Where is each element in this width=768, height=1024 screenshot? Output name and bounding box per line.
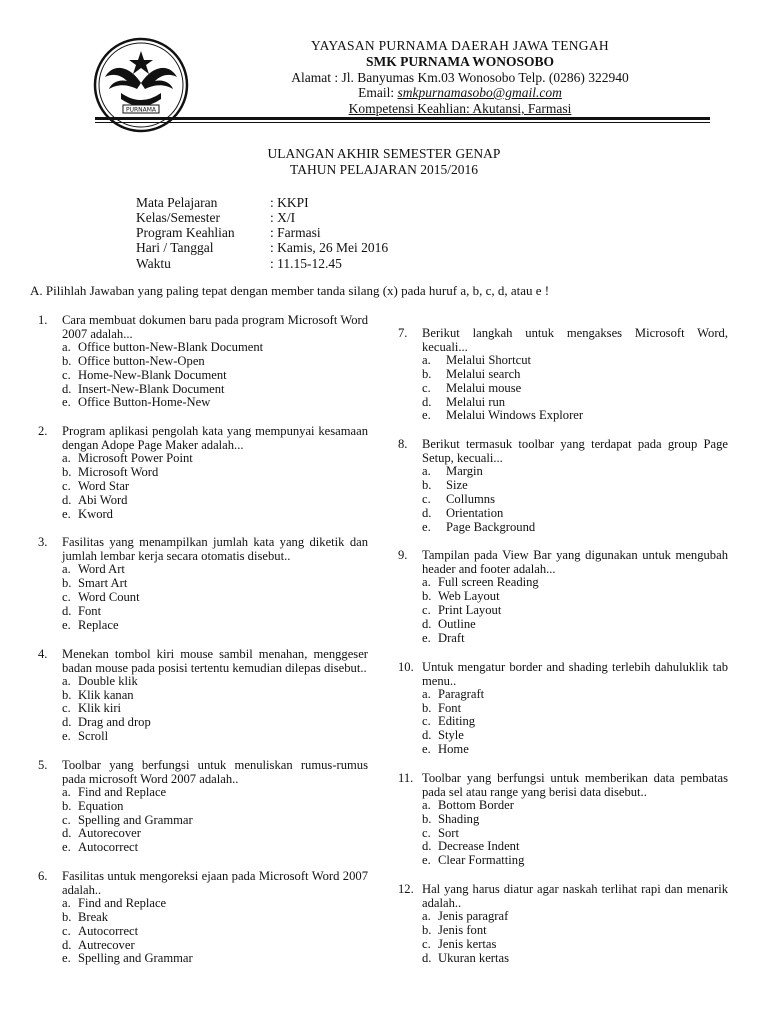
question-number: 5. — [38, 757, 48, 772]
info-label: Program Keahlian — [136, 225, 235, 240]
option-text: Jenis font — [438, 922, 487, 937]
question-number: 6. — [38, 869, 48, 884]
answer-option[interactable] — [422, 604, 728, 618]
option-text: Jenis paragraf — [438, 909, 509, 924]
answer-option[interactable] — [62, 383, 368, 397]
option-letter: b. — [422, 922, 432, 937]
option-letter: b. — [62, 576, 72, 591]
option-text: Decrease Indent — [438, 839, 520, 854]
option-letter: e. — [62, 617, 71, 632]
option-text: Editing — [438, 714, 476, 729]
option-letter: c. — [422, 714, 431, 729]
info-label: Mata Pelajaran — [136, 195, 218, 210]
answer-options — [38, 675, 368, 744]
option-letter: c. — [422, 936, 431, 951]
logo-text: PURNAMA — [125, 106, 157, 114]
question-number: 2. — [38, 424, 48, 439]
option-text: Outline — [438, 616, 476, 631]
option-letter: c. — [62, 478, 71, 493]
question-text: Cara membuat dokumen baru pada program Microsoft Word 2007 adalah... — [62, 313, 368, 341]
option-letter: a. — [422, 464, 431, 479]
answer-option[interactable] — [422, 618, 728, 632]
answer-option[interactable] — [422, 715, 728, 729]
option-text: Microsoft Power Point — [78, 451, 193, 466]
info-value: : 11.15-12.45 — [270, 256, 342, 271]
option-text: Style — [438, 728, 464, 743]
answer-option[interactable] — [62, 508, 368, 522]
option-letter: a. — [422, 686, 431, 701]
option-text: Kword — [78, 506, 113, 521]
option-letter: c. — [422, 380, 431, 395]
answer-option[interactable] — [62, 452, 368, 466]
answer-option[interactable] — [422, 924, 728, 938]
answer-option[interactable] — [62, 716, 368, 730]
info-value: : Farmasi — [270, 225, 321, 240]
answer-option[interactable] — [62, 619, 368, 633]
answer-option[interactable] — [422, 479, 728, 493]
option-text: Abi Word — [78, 492, 128, 507]
answer-option[interactable] — [422, 952, 728, 966]
answer-option[interactable] — [422, 813, 728, 827]
option-text: Orientation — [446, 505, 504, 520]
questions-right-column — [398, 326, 728, 979]
option-text: Smart Art — [78, 576, 128, 591]
option-letter: a. — [422, 575, 431, 590]
question-text: Tampilan pada View Bar yang digunakan untuk mengubah header and footer adalah... — [422, 548, 728, 577]
answer-option[interactable] — [62, 369, 368, 383]
option-letter: c. — [422, 603, 431, 618]
option-letter: a. — [422, 353, 431, 367]
option-letter: c. — [62, 923, 71, 938]
option-text: Office Button-Home-New — [78, 395, 211, 410]
answer-option[interactable] — [422, 840, 728, 854]
option-text: Melalui Windows Explorer — [446, 408, 584, 423]
question-number: 4. — [38, 646, 48, 661]
option-text: Klik kiri — [78, 701, 122, 716]
option-text: Equation — [78, 798, 124, 813]
option-text: Paragraft — [438, 686, 485, 701]
email-label: Email: — [358, 85, 398, 100]
answer-option[interactable] — [422, 827, 728, 841]
option-letter: d. — [422, 728, 432, 743]
option-letter: d. — [422, 505, 432, 520]
answer-option[interactable] — [62, 786, 368, 800]
option-letter: c. — [62, 367, 71, 382]
question-item — [38, 424, 368, 521]
answer-options — [398, 910, 728, 965]
option-letter: d. — [62, 603, 72, 618]
answer-option[interactable] — [62, 355, 368, 369]
option-letter: b. — [62, 687, 72, 702]
answer-option[interactable] — [422, 590, 728, 604]
answer-option[interactable] — [422, 799, 728, 813]
option-text: Home-New-Blank Document — [78, 367, 227, 382]
answer-option[interactable] — [422, 743, 728, 757]
answer-option[interactable] — [62, 911, 368, 925]
option-text: Word Star — [78, 478, 130, 493]
answer-option[interactable] — [62, 466, 368, 480]
option-text: Full screen Reading — [438, 575, 539, 590]
option-text: Klik kanan — [78, 687, 134, 702]
question-number: 9. — [398, 548, 408, 563]
option-letter: d. — [422, 839, 432, 854]
question-text: Program aplikasi pengolah kata yang mempunyai kesamaan dengan Adope Page Maker adalah... — [62, 424, 368, 453]
question-item — [398, 660, 728, 757]
school-name: SMK PURNAMA WONOSOBO — [365, 54, 554, 69]
option-letter: e. — [62, 506, 71, 521]
option-text: Clear Formatting — [438, 853, 525, 868]
option-text: Find and Replace — [78, 896, 167, 911]
question-item — [398, 771, 728, 868]
answer-option[interactable] — [62, 591, 368, 605]
option-letter: b. — [62, 909, 72, 924]
competency: Kompetensi Keahlian: Akutansi, Farmasi — [348, 101, 572, 116]
option-text: Jenis kertas — [438, 936, 497, 951]
option-letter: a. — [62, 896, 71, 911]
info-value: : KKPI — [270, 195, 309, 210]
option-letter: b. — [62, 353, 72, 368]
option-text: Office button-New-Open — [78, 353, 205, 368]
instruction: A. Pilihlah Jawaban yang paling tepat dengan member tanda silang (x) pada huruf a, b, c, d, atau e ! — [30, 283, 550, 298]
questions-left-column — [38, 313, 368, 980]
option-letter: a. — [422, 909, 431, 924]
option-text: Office button-New-Blank Document — [78, 340, 264, 354]
question-number: 3. — [38, 535, 48, 550]
option-letter: e. — [422, 853, 431, 868]
option-letter: b. — [422, 366, 432, 381]
option-text: Draft — [438, 630, 465, 645]
question-number: 10. — [398, 659, 414, 674]
question-item — [398, 326, 728, 423]
exam-year: TAHUN PELAJARAN 2015/2016 — [290, 162, 478, 177]
option-text: Margin — [446, 464, 483, 479]
option-letter: a. — [62, 340, 71, 354]
answer-option[interactable] — [62, 730, 368, 744]
answer-option[interactable] — [62, 841, 368, 855]
option-text: Shading — [438, 811, 480, 826]
question-item — [398, 437, 728, 534]
option-text: Double klik — [78, 673, 138, 688]
question-text: Fasilitas untuk mengoreksi ejaan pada Microsoft Word 2007 adalah.. — [62, 869, 368, 898]
option-letter: e. — [62, 395, 71, 410]
option-text: Autocorrect — [78, 840, 139, 855]
option-letter: a. — [62, 451, 71, 466]
question-text: Hal yang harus diatur agar naskah terlihat rapi dan menarik adalah.. — [422, 882, 728, 911]
option-letter: b. — [422, 589, 432, 604]
answer-option[interactable] — [62, 480, 368, 494]
option-letter: e. — [422, 630, 431, 645]
option-text: Autrecover — [78, 937, 135, 952]
school-address: Alamat : Jl. Banyumas Km.03 Wonosobo Telp. (0286) 322940 — [291, 70, 629, 85]
option-text: Home — [438, 742, 469, 757]
option-letter: b. — [422, 478, 432, 493]
foundation-name: YAYASAN PURNAMA DAERAH JAWA TENGAH — [311, 38, 609, 53]
answer-option[interactable] — [422, 465, 728, 479]
option-letter: d. — [422, 950, 432, 965]
answer-options — [38, 452, 368, 521]
question-item — [38, 647, 368, 744]
answer-option[interactable] — [62, 939, 368, 953]
option-letter: a. — [62, 562, 71, 577]
question-number: 8. — [398, 437, 408, 452]
answer-options — [398, 576, 728, 645]
answer-option[interactable] — [422, 729, 728, 743]
question-item — [38, 869, 368, 966]
answer-option[interactable] — [62, 897, 368, 911]
option-text: Word Art — [78, 562, 125, 577]
option-text: Ukuran kertas — [438, 950, 509, 965]
info-label: Waktu — [136, 256, 171, 271]
answer-options — [38, 786, 368, 855]
option-text: Melalui search — [446, 366, 521, 381]
answer-option[interactable] — [62, 396, 368, 410]
exam-title: ULANGAN AKHIR SEMESTER GENAP — [267, 146, 501, 161]
answer-options — [398, 354, 728, 423]
option-text: Font — [438, 700, 462, 715]
answer-option[interactable] — [62, 563, 368, 577]
answer-option[interactable] — [422, 493, 728, 507]
answer-option[interactable] — [62, 494, 368, 508]
option-letter: a. — [422, 797, 431, 812]
question-number: 1. — [38, 313, 48, 327]
answer-options — [398, 799, 728, 868]
info-value: : X/I — [270, 210, 296, 225]
option-letter: e. — [422, 408, 431, 423]
question-number: 12. — [398, 882, 414, 897]
option-text: Microsoft Word — [78, 465, 159, 480]
email-link[interactable]: smkpurnamasobo@gmail.com — [397, 85, 562, 100]
option-letter: e. — [62, 840, 71, 855]
info-label: Hari / Tanggal — [136, 240, 214, 255]
option-text: Break — [78, 909, 109, 924]
question-text: Berikut termasuk toolbar yang terdapat pada group Page Setup, kecuali... — [422, 437, 728, 466]
info-value: : Kamis, 26 Mei 2016 — [270, 240, 389, 255]
option-letter: d. — [422, 616, 432, 631]
answer-option[interactable] — [62, 952, 368, 966]
option-text: Page Background — [446, 519, 536, 534]
question-text: Berikut langkah untuk mengakses Microsoft Word, kecuali... — [422, 326, 728, 354]
question-item — [38, 535, 368, 632]
info-label: Kelas/Semester — [136, 210, 220, 225]
question-text: Untuk mengatur border and shading terlebih dahuluklik tab menu.. — [422, 659, 728, 688]
option-letter: e. — [62, 951, 71, 966]
answer-option[interactable] — [422, 368, 728, 382]
answer-option[interactable] — [422, 396, 728, 410]
answer-option[interactable] — [422, 354, 728, 368]
option-letter: b. — [62, 465, 72, 480]
option-text: Web Layout — [438, 589, 500, 604]
question-item — [398, 548, 728, 645]
answer-options — [38, 563, 368, 632]
question-item — [38, 313, 368, 410]
answer-option[interactable] — [422, 632, 728, 646]
option-letter: d. — [62, 381, 72, 396]
answer-option[interactable] — [422, 910, 728, 924]
option-letter: a. — [62, 784, 71, 799]
option-letter: e. — [422, 742, 431, 757]
question-item — [38, 758, 368, 855]
option-letter: c. — [422, 825, 431, 840]
answer-options — [398, 688, 728, 757]
option-text: Spelling and Grammar — [78, 812, 193, 827]
answer-option[interactable] — [422, 507, 728, 521]
header-divider-thin — [95, 122, 710, 123]
option-text: Bottom Border — [438, 797, 514, 812]
option-letter: e. — [422, 519, 431, 534]
option-text: Melalui Shortcut — [446, 353, 531, 367]
option-text: Sort — [438, 825, 459, 840]
option-letter: b. — [62, 798, 72, 813]
option-text: Drag and drop — [78, 715, 151, 730]
option-letter: c. — [62, 590, 71, 605]
option-letter: d. — [62, 715, 72, 730]
answer-option[interactable] — [422, 702, 728, 716]
question-number: 11. — [398, 770, 414, 785]
answer-option[interactable] — [62, 814, 368, 828]
question-text: Toolbar yang berfungsi untuk menuliskan rumus-rumus pada microsoft Word 2007 adalah.. — [62, 757, 368, 786]
header-divider — [95, 117, 710, 120]
option-letter: c. — [62, 812, 71, 827]
option-letter: d. — [62, 826, 72, 841]
answer-option[interactable] — [62, 605, 368, 619]
option-text: Melalui run — [446, 394, 506, 409]
option-letter: c. — [422, 491, 431, 506]
option-text: Word Count — [78, 590, 140, 605]
option-letter: e. — [62, 729, 71, 744]
answer-option[interactable] — [422, 521, 728, 535]
option-text: Melalui mouse — [446, 380, 522, 395]
question-item — [398, 882, 728, 965]
question-number: 7. — [398, 326, 408, 340]
option-text: Collumns — [446, 491, 495, 506]
option-text: Find and Replace — [78, 784, 167, 799]
answer-option[interactable] — [62, 689, 368, 703]
option-text: Autocorrect — [78, 923, 139, 938]
answer-options — [38, 897, 368, 966]
option-text: Autorecover — [78, 826, 141, 841]
question-text: Toolbar yang berfungsi untuk memberikan data pembatas pada sel atau range yang berisi data disebut.. — [422, 770, 728, 799]
option-text: Font — [78, 603, 102, 618]
answer-option[interactable] — [62, 577, 368, 591]
option-letter: d. — [62, 937, 72, 952]
answer-option[interactable] — [62, 925, 368, 939]
answer-option[interactable] — [422, 854, 728, 868]
answer-option[interactable] — [62, 827, 368, 841]
option-text: Print Layout — [438, 603, 502, 618]
option-letter: c. — [62, 701, 71, 716]
option-text: Scroll — [78, 729, 109, 744]
question-text: Fasilitas yang menampilkan jumlah kata yang diketik dan jumlah lembar kerja secara otomatis disebut.. — [62, 535, 368, 564]
option-letter: d. — [422, 394, 432, 409]
answer-option[interactable] — [62, 702, 368, 716]
option-letter: d. — [62, 492, 72, 507]
answer-options — [398, 465, 728, 534]
option-text: Replace — [78, 617, 119, 632]
answer-option[interactable] — [422, 688, 728, 702]
answer-option[interactable] — [422, 576, 728, 590]
option-text: Insert-New-Blank Document — [78, 381, 225, 396]
answer-option[interactable] — [62, 341, 368, 355]
answer-options — [38, 341, 368, 410]
option-letter: b. — [422, 811, 432, 826]
question-text: Menekan tombol kiri mouse sambil menahan, menggeser badan mouse pada posisi tertentu kemudian dilepas disebut.. — [62, 646, 368, 675]
option-text: Size — [446, 478, 468, 493]
answer-option[interactable] — [62, 675, 368, 689]
option-text: Spelling and Grammar — [78, 951, 193, 966]
answer-option[interactable] — [422, 409, 728, 423]
option-letter: a. — [62, 673, 71, 688]
answer-option[interactable] — [422, 382, 728, 396]
answer-option[interactable] — [62, 800, 368, 814]
option-letter: b. — [422, 700, 432, 715]
answer-option[interactable] — [422, 938, 728, 952]
